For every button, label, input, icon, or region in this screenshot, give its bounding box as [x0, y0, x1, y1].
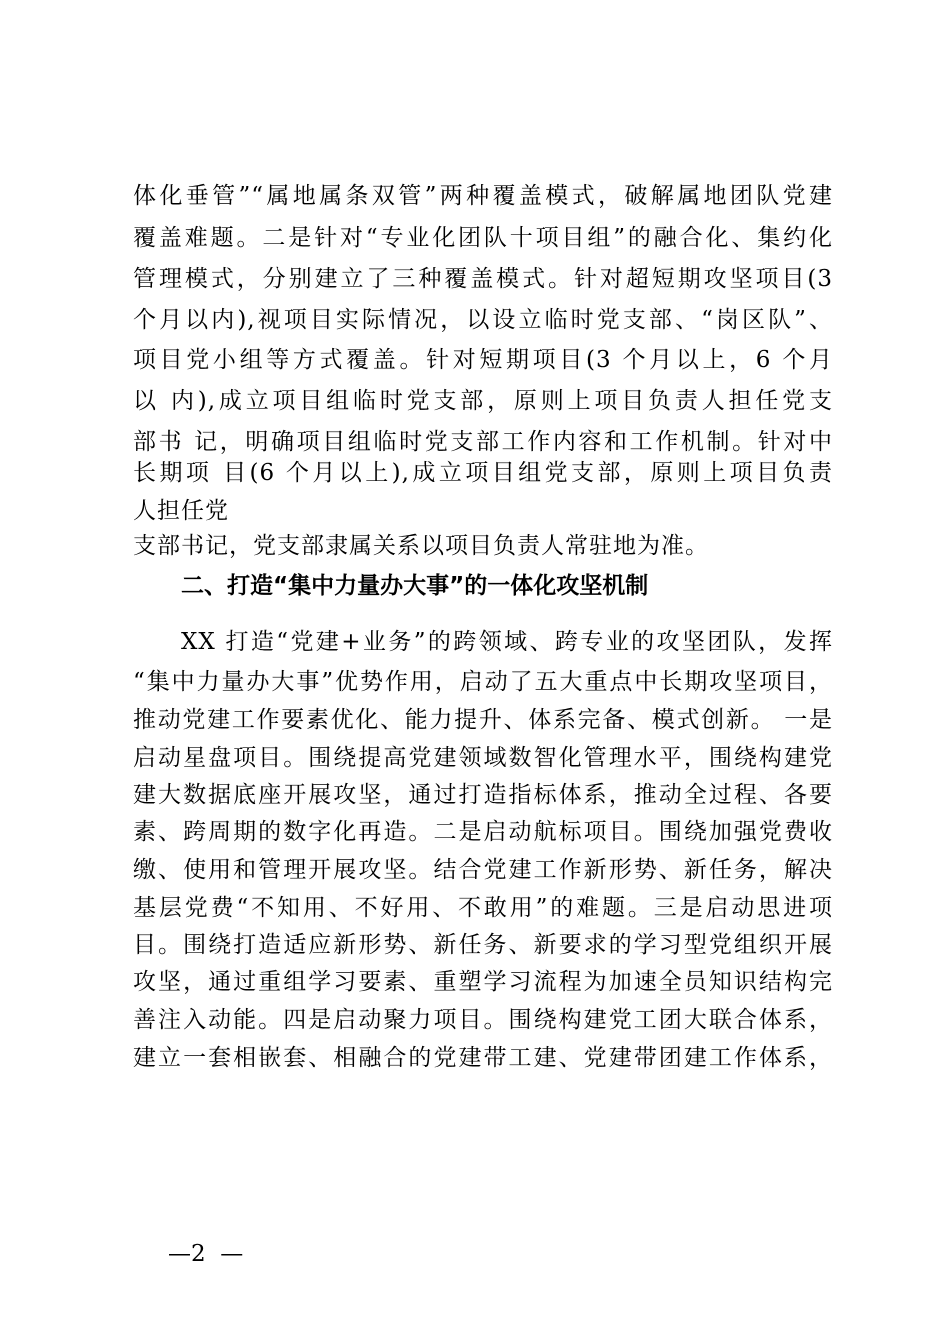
- paragraph-line: 部书 记，明确项目组临时党支部工作内容和工作机制。针对中: [133, 429, 833, 455]
- paragraph-line: 建大数据底座开展攻坚，通过打造指标体系，推动全过程、各要: [133, 782, 833, 808]
- paragraph-line: 体化垂管”“属地属条双管”两种覆盖模式，破解属地团队党建: [133, 183, 833, 209]
- section-heading: 二、打造“集中力量办大事”的一体化攻坚机制: [181, 573, 649, 599]
- paragraph-line: 善注入动能。四是启动聚力项目。围绕构建党工团大联合体系，: [133, 1007, 833, 1033]
- paragraph-line: 推动党建工作要素优化、能力提升、体系完备、模式创新。 一是: [133, 707, 833, 733]
- paragraph-line: 人担任党: [133, 498, 229, 524]
- paragraph-line: 长期项 目(6 个月以上),成立项目组党支部，原则上项目负责: [133, 460, 833, 486]
- paragraph-line: 素、跨周期的数字化再造。二是启动航标项目。围绕加强党费收: [133, 819, 833, 845]
- paragraph-line: 攻坚，通过重组学习要素、重塑学习流程为加速全员知识结构完: [133, 969, 833, 995]
- paragraph-line: 以 内),成立项目组临时党支部，原则上项目负责人担任党支: [133, 388, 833, 414]
- paragraph-line: 缴、使用和管理开展攻坚。结合党建工作新形势、新任务，解决: [133, 857, 833, 883]
- paragraph-line: 管理模式，分别建立了三种覆盖模式。针对超短期攻坚项目(3: [133, 266, 833, 292]
- paragraph-line: 覆盖难题。二是针对“专业化团队十项目组”的融合化、集约化: [133, 225, 833, 251]
- paragraph-line: 启动星盘项目。围绕提高党建领域数智化管理水平，围绕构建党: [133, 745, 833, 771]
- page-number: —2 —: [168, 1241, 244, 1267]
- paragraph-line: 支部书记，党支部隶属关系以项目负责人常驻地为准。: [133, 533, 709, 559]
- paragraph-line: 目。围绕打造适应新形势、新任务、新要求的学习型党组织开展: [133, 932, 833, 958]
- paragraph-line: XX 打造“党建+业务”的跨领域、跨专业的攻坚团队，发挥: [181, 629, 833, 655]
- paragraph-line: 个月以内),视项目实际情况，以设立临时党支部、“岗区队”、: [133, 307, 833, 333]
- paragraph-line: 建立一套相嵌套、相融合的党建带工建、党建带团建工作体系，: [133, 1045, 833, 1071]
- paragraph-line: “集中力量办大事”优势作用，启动了五大重点中长期攻坚项目，: [133, 669, 833, 695]
- paragraph-line: 项目党小组等方式覆盖。针对短期项目(3 个月以上，6 个月: [133, 347, 833, 373]
- paragraph-line: 基层党费“不知用、不好用、不敢用”的难题。三是启动思进项: [133, 895, 833, 921]
